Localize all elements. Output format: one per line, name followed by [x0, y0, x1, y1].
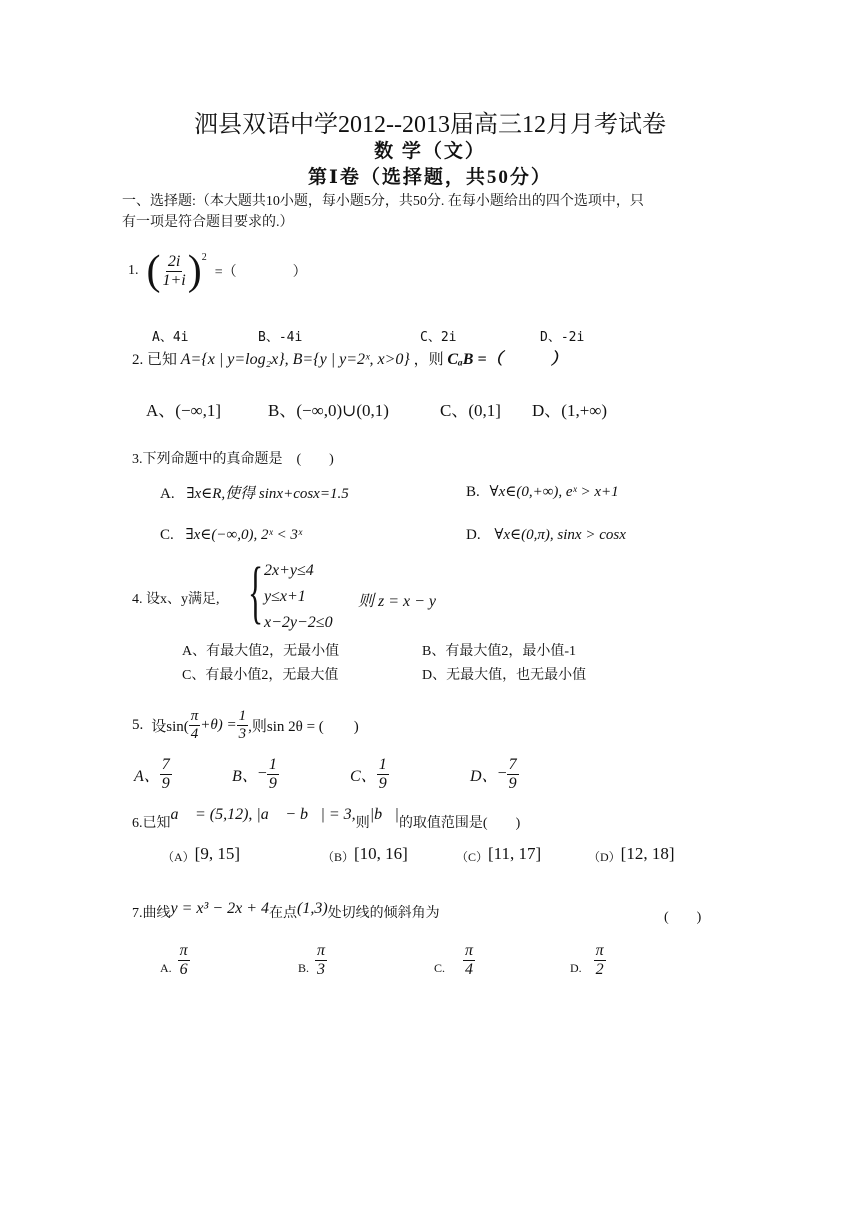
- question-6: [132, 806, 521, 832]
- q5-option-b-den: 9: [268, 774, 277, 792]
- q7-option-a-den: 6: [179, 960, 188, 978]
- q3-option-c-label: C.: [160, 527, 174, 543]
- q2-option-b: B、(−∞,0)∪(0,1): [268, 401, 389, 420]
- q3-option-b-text: ∀x∈(0,+∞), eˣ > x+1: [489, 484, 619, 500]
- q7-option-d-num: π: [595, 942, 604, 959]
- q5-pi-num: π: [190, 708, 199, 724]
- q1-option-b: B、-4i: [258, 330, 303, 345]
- q2-option-c: C、(0,1]: [440, 401, 501, 420]
- q5-rhs-num: 1: [238, 708, 247, 724]
- q6-option-d-value: [12, 18]: [620, 843, 675, 863]
- q4-objective: 则 z = x − y: [358, 593, 437, 610]
- section-heading: 第Ⅰ卷（选择题，共50分）: [308, 167, 552, 188]
- q2-option-a: A、(−∞,1]: [146, 401, 222, 420]
- q1-option-d: D、-2i: [540, 330, 585, 345]
- q7-point: (1,3): [297, 900, 328, 917]
- q5-stem-b: +θ) =: [200, 716, 237, 733]
- q5-option-d: [470, 756, 519, 792]
- question-5: [132, 708, 359, 742]
- q7-option-d-den: 2: [595, 960, 604, 978]
- q3-option-c-text: ∃x∈(−∞,0), 2ˣ < 3ˣ: [185, 527, 303, 543]
- q7-option-d-label: D.: [570, 961, 582, 976]
- q5-option-c-label: C、: [350, 767, 377, 785]
- q1-fraction: [161, 253, 188, 289]
- q4-option-b: B、有最大值2，最小值-1: [422, 644, 576, 659]
- q5-stem-c: ,则sin 2θ = ( ): [248, 718, 359, 735]
- q6-option-d: [588, 843, 675, 865]
- q1-option-a: A、4i: [152, 330, 189, 345]
- q2-sets: A={x | y=log₂x}, B={y | y=2ˣ, x>0}: [180, 351, 410, 368]
- q6-option-c-label: （C）: [456, 850, 489, 864]
- q7-option-b-label: B.: [298, 961, 310, 976]
- q7-answer-paren: ( ): [664, 910, 702, 925]
- q7-option-a: [160, 942, 190, 978]
- q5-option-b: [232, 756, 279, 792]
- question-3: 3.下列命题中的真命题是 ( ): [132, 452, 334, 467]
- q7-option-a-num: π: [179, 942, 188, 959]
- q7-option-b-den: 3: [317, 960, 326, 978]
- q3-option-a-label: A.: [160, 486, 175, 502]
- q7-option-d: [570, 942, 606, 978]
- q4-brace: {: [248, 554, 264, 631]
- q6-option-b-value: [10, 16]: [354, 843, 408, 863]
- q5-option-d-den: 9: [508, 774, 517, 792]
- q4-option-a: A、有最大值2，无最小值: [182, 644, 340, 659]
- q5-option-a-den: 9: [161, 774, 170, 792]
- q7-option-c-fraction: [463, 942, 475, 978]
- q5-option-d-num: 7: [508, 756, 517, 773]
- q6-option-a-value: [9, 15]: [194, 843, 240, 863]
- q5-option-c-den: 9: [378, 774, 387, 792]
- q6-b-magnitude: |b⃗|: [369, 806, 399, 823]
- q1-frac-den: 1+i: [162, 271, 186, 289]
- q6-option-d-label: （D）: [588, 850, 621, 864]
- q5-rhs-fraction: [237, 708, 249, 742]
- q5-rhs-den: 3: [238, 725, 247, 742]
- q5-option-d-label: D、: [470, 767, 498, 785]
- q5-stem-a: 设sin(: [151, 718, 189, 735]
- q5-number: 5.: [132, 716, 144, 733]
- q2-stem-prefix: 2. 已知: [132, 352, 178, 368]
- q1-exponent: 2: [201, 252, 207, 263]
- q6-option-b: [322, 843, 408, 865]
- q7-curve: y = x³ − 2x + 4: [170, 900, 269, 917]
- q5-option-a-fraction: [160, 756, 172, 792]
- q7-option-a-fraction: [178, 942, 190, 978]
- question-2: [132, 346, 567, 369]
- q2-stem-suffix: ，则: [413, 352, 444, 368]
- q6-option-a: [162, 843, 240, 865]
- q6-then: 则: [355, 816, 370, 831]
- q3-option-a: [160, 482, 349, 503]
- q4-option-c: C、有最小值2，无最大值: [182, 668, 339, 683]
- q6-option-c: [456, 843, 542, 865]
- q5-option-b-fraction: [267, 756, 279, 792]
- q5-option-a: [134, 756, 172, 792]
- q1-number: 1.: [128, 263, 139, 278]
- q6-condition: a⃗ = (5,12), |a⃗ − b⃗| = 3,: [170, 806, 356, 823]
- q6-stem-b: 的取值范围是( ): [398, 816, 521, 831]
- q5-option-c: [350, 756, 389, 792]
- q7-option-c-label: C.: [434, 961, 446, 976]
- q5-option-b-num: 1: [268, 756, 277, 773]
- q1-option-c: C、2i: [420, 330, 457, 345]
- q3-option-d-label: D.: [466, 527, 481, 543]
- q3-option-c: [160, 525, 302, 544]
- q3-option-d-text: ∀x∈(0,π), sinx > cosx: [494, 527, 626, 543]
- q7-stem-a: 7.曲线: [132, 906, 171, 921]
- instructions-line1: 一、选择题:（本大题共10小题，每小题5分，共50分. 在每小题给出的四个选项中，只: [122, 194, 644, 209]
- question-1: [128, 250, 307, 292]
- q4-option-d: D、无最大值，也无最小值: [422, 668, 587, 683]
- q4-constraint-1: 2x+y≤4: [264, 562, 314, 579]
- instructions-line2: 有一项是符合题目要求的.）: [122, 215, 294, 230]
- q7-option-c-num: π: [465, 942, 474, 959]
- q5-option-d-fraction: [507, 756, 519, 792]
- q6-option-b-label: （B）: [322, 850, 355, 864]
- q5-option-b-label: B、: [232, 767, 258, 785]
- q5-pi-den: 4: [190, 725, 199, 742]
- q7-stem-b: 在点: [269, 906, 297, 921]
- q6-stem-a: 6.已知: [132, 816, 171, 831]
- q1-left-paren: (: [146, 248, 161, 294]
- q7-option-a-label: A.: [160, 961, 172, 976]
- question-4-stem: 4. 设x、y满足,: [132, 592, 220, 607]
- q4-constraint-2: y≤x+1: [264, 588, 306, 605]
- q6-option-c-value: [11, 17]: [488, 843, 542, 863]
- q7-option-b-fraction: [315, 942, 327, 978]
- q7-option-b-num: π: [317, 942, 326, 959]
- q7-option-b: [298, 942, 327, 978]
- q5-option-c-num: 1: [378, 756, 387, 773]
- q2-complement: CₐB =（ ）: [447, 351, 567, 368]
- exam-subject: 数 学（文）: [374, 141, 486, 162]
- question-7: [132, 902, 440, 922]
- q5-option-c-fraction: [377, 756, 389, 792]
- q4-constraint-3: x−2y−2≤0: [264, 614, 333, 631]
- q7-option-c-den: 4: [465, 960, 474, 978]
- q5-option-d-sign: −: [497, 765, 507, 783]
- q5-option-a-label: A、: [134, 767, 160, 785]
- q5-option-a-num: 7: [161, 756, 170, 773]
- q3-option-d: [466, 525, 626, 544]
- q1-frac-num: 2i: [167, 252, 181, 270]
- q3-option-b-label: B.: [466, 484, 480, 500]
- exam-title: 泗县双语中学2012--2013届高三12月月考试卷: [194, 112, 666, 138]
- q7-stem-c: 处切线的倾斜角为: [327, 906, 440, 921]
- q5-pi-fraction: [189, 708, 201, 742]
- q1-equals: =（ ）: [214, 265, 307, 280]
- q1-right-paren: ): [187, 248, 202, 294]
- q7-option-d-fraction: [594, 942, 606, 978]
- q3-option-a-text: ∃x∈R,使得 sinx+cosx=1.5: [186, 486, 349, 502]
- q5-option-b-sign: −: [257, 765, 267, 783]
- q7-option-c: [434, 942, 475, 978]
- q6-option-a-label: （A）: [162, 850, 195, 864]
- q3-option-b: [466, 482, 619, 501]
- q2-option-d: D、(1,+∞): [532, 401, 608, 420]
